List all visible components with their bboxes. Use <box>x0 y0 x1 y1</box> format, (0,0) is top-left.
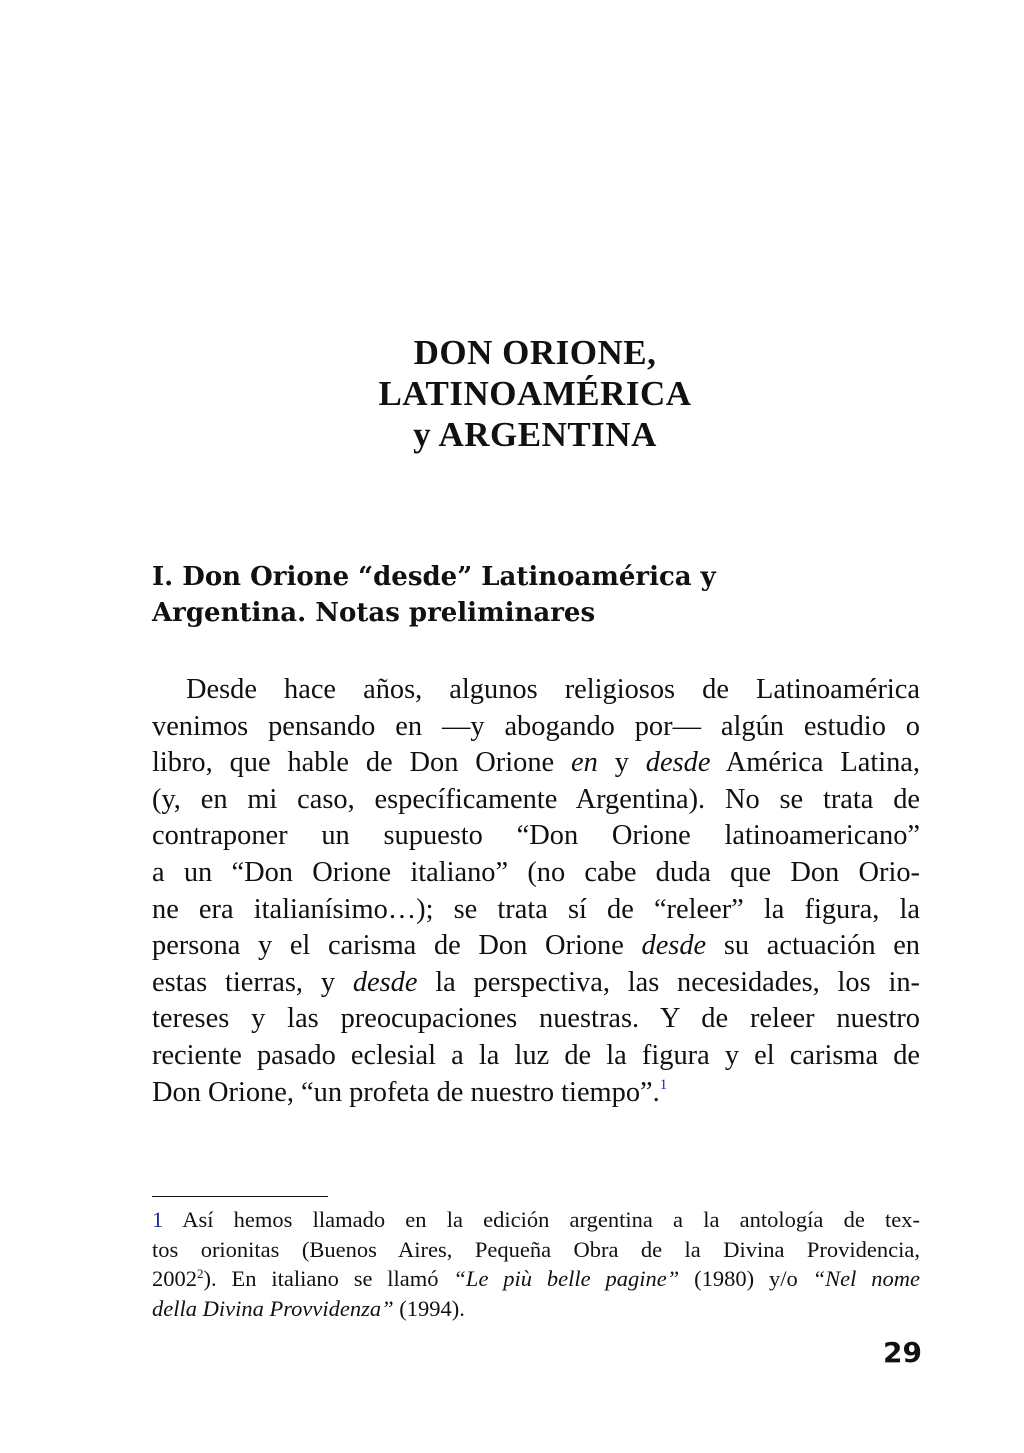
text-run: y <box>597 747 646 779</box>
edition-superscript: 2 <box>197 1266 204 1281</box>
italic-run: della Divina Provvidenza” <box>152 1295 394 1321</box>
footnote-line <box>152 1205 920 1235</box>
chapter-title-line: DON ORIONE, <box>413 333 657 372</box>
section-heading-line: Argentina. Notas preliminares <box>152 598 596 628</box>
section-heading <box>152 559 922 631</box>
paragraph-line: a un “Don Orione italiano” (no cabe duda que Don Orio- <box>152 856 920 888</box>
chapter-title-line: y ARGENTINA <box>413 415 657 454</box>
paragraph-line: venimos pensando en —y abogando por— algún estudio o <box>152 710 920 742</box>
paragraph-line: contraponer un supuesto “Don Orione latinoamericano” <box>152 820 920 852</box>
text-run: 2002 <box>152 1266 197 1291</box>
italic-run: “Le più belle pagine” <box>453 1266 680 1291</box>
footnote-number[interactable]: 1 <box>152 1207 164 1232</box>
footnote-line: tos orionitas (Buenos Aires, Pequeña Obra de la Divina Providencia, <box>152 1236 920 1262</box>
text-run: (1980) y/o <box>679 1266 813 1291</box>
paragraph-line <box>152 965 920 1002</box>
text-run: persona y el carisma de Don Orione <box>152 930 642 962</box>
text-run: su actuación en <box>706 930 920 962</box>
italic-run: desde <box>641 930 707 962</box>
paragraph-line: ne era italianísimo…); se trata sí de “releer” la figura, la <box>152 893 920 925</box>
italic-run: desde <box>645 747 711 779</box>
chapter-title <box>340 332 730 455</box>
footnote <box>152 1205 920 1323</box>
page-number: 29 <box>883 1336 922 1369</box>
footnote-line <box>152 1294 920 1324</box>
italic-run: desde <box>352 966 418 998</box>
text-run: América Latina, <box>710 747 920 779</box>
text-run: Don Orione, “un profeta de nuestro tiempo”. <box>152 1076 660 1108</box>
italic-run: “Nel nome <box>812 1266 920 1291</box>
paragraph-line <box>152 745 920 782</box>
text-run: estas tierras, y <box>152 966 353 998</box>
footnote-line <box>152 1264 920 1294</box>
text-run: ). En italiano se llamó <box>203 1266 454 1291</box>
paragraph-line <box>152 1075 920 1112</box>
paragraph-line: tereses y las preocupaciones nuestras. Y de releer nuestro <box>152 1003 920 1035</box>
chapter-title-line: LATINOAMÉRICA <box>378 374 692 413</box>
paragraph-line: (y, en mi caso, específicamente Argentina). No se trata de <box>152 783 920 815</box>
section-heading-line: I. Don Orione “desde” Latinoamérica y <box>152 562 716 592</box>
paragraph-line <box>152 928 920 965</box>
paragraph-line: Desde hace años, algunos religiosos de Latinoamérica <box>186 674 920 705</box>
footnote-divider <box>152 1196 328 1197</box>
footnote-reference-link[interactable]: 1 <box>659 1076 668 1093</box>
text-run: (1994). <box>393 1295 465 1321</box>
text-run: la perspectiva, las necesidades, los in- <box>417 966 920 998</box>
body-paragraph <box>152 672 920 1111</box>
paragraph-line: reciente pasado eclesial a la luz de la figura y el carisma de <box>152 1039 920 1071</box>
text-run: libro, que hable de Don Orione <box>152 747 572 779</box>
italic-run: en <box>571 747 598 779</box>
text-run: Así hemos llamado en la edición argentina a la antología de tex- <box>163 1207 920 1232</box>
